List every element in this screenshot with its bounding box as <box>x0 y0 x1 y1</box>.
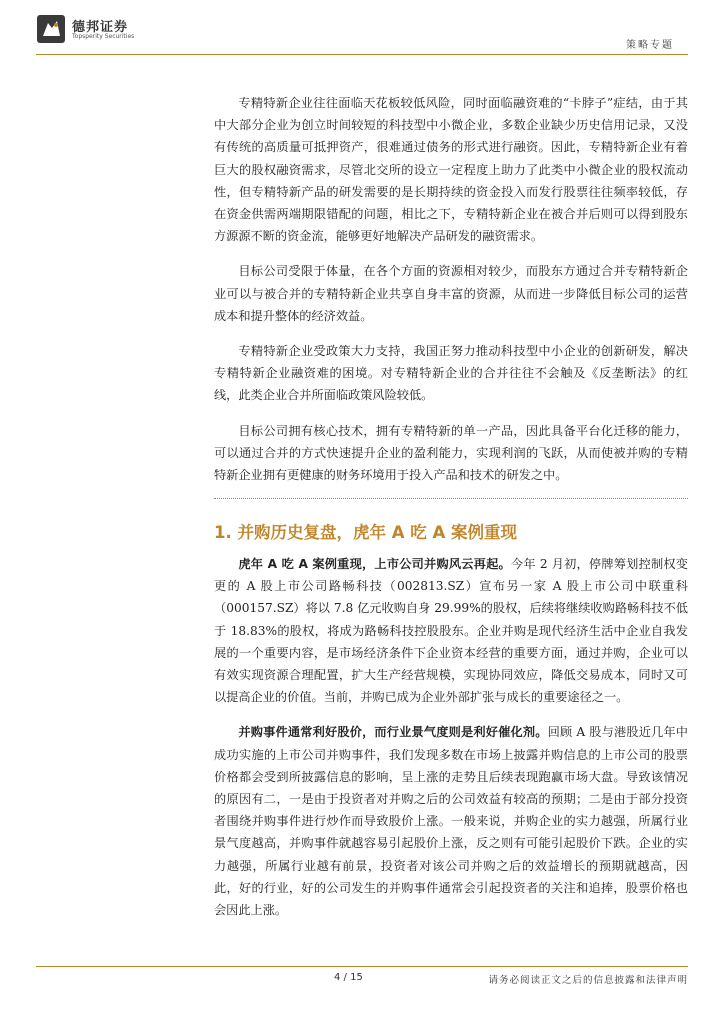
logo-name-cn: 德邦证券 <box>72 20 129 35</box>
section-divider <box>214 498 688 499</box>
page-number: 4 / 15 <box>334 972 363 983</box>
paragraph: 专精特新企业受政策大力支持，我国正努力推动科技型中小企业的创新研发，解决专精特新企业融资难的困境。对专精特新企业的合并往往不会触及《反垄断法》的红线，此类企业合并所面临政策风险较低。 <box>214 344 688 403</box>
section-heading: 1. 并购历史复盘，虎年 A 吃 A 案例重现 <box>214 523 518 542</box>
paragraph-lead: 并购事件通常利好股价，而行业景气度则是利好催化剂。 <box>238 725 548 740</box>
section-body <box>214 553 688 934</box>
paragraph-body: 今年 2 月初，停牌筹划控制权变更的 A 股上市公司路畅科技（002813.SZ）宣布另一家 A 股上市公司中联重科（000157.SZ）将以 7.8 亿元收购自身 29.99%的股权，后续将继续收购路畅科技不低于 18.83%的股权，将成为路畅科技控股股东。企业并购是现代经济生活中企业自我发展的一个重要内容，是市场经济条件下企业资本经营的重要方面，通过并购，企业可以有效实现资源合理配置，扩大生产经营规模，实现协同效应，降低交易成本，同时又可以提高企业的价值。当前，并购已成为企业外部扩张与成长的重要途径之一。 <box>214 557 688 705</box>
paragraph-lead: 虎年 A 吃 A 案例重现，上市公司并购风云再起。 <box>238 557 511 571</box>
paragraph <box>214 721 688 921</box>
section-label: 策略专题 <box>626 40 674 51</box>
paragraph <box>214 553 688 708</box>
page-header <box>36 14 688 52</box>
body-text <box>214 92 688 499</box>
paragraph: 专精特新企业往往面临天花板较低风险，同时面临融资难的“卡脖子”症结，由于其中大部分企业为创立时间较短的科技型中小微企业，多数企业缺少历史信用记录，又没有传统的高质量可抵押资产，很难通过债务的形式进行融资。因此，专精特新企业有着巨大的股权融资需求，尽管北交所的设立一定程度上助力了此类中小微企业的股权流动性，但专精特新产品的研发需要的是长期持续的资金投入而发行股票往往频率较低，存在资金供需两端期限错配的问题，相比之下，专精特新企业在被合并后则可以得到股东方源源不断的资金流，能够更好地解决产品研发的融资需求。 <box>214 96 688 244</box>
paragraph: 目标公司拥有核心技术，拥有专精特新的单一产品，因此具备平台化迁移的能力，可以通过合并的方式快速提升企业的盈利能力，实现利润的飞跃，从而使被并购的专精特新企业拥有更健康的财务环境用于投入产品和技术的研发之中。 <box>214 423 688 483</box>
paragraph-body: 回顾 A 股与港股近几年中成功实施的上市公司并购事件，我们发现多数在市场上披露并购信息的上市公司的股票价格都会受到所披露信息的影响，呈上涨的走势且后续表现跑赢市场大盘。导致该情况的原因有二，一是由于投资者对并购之后的公司效益有较高的预期；二是由于部分投资者围绕并购事件进行炒作而导致股价上涨。一般来说，并购企业的实力越强，所属行业景气度越高，并购事件就越容易引起股价上涨，反之则有可能引起股价下跌。企业的实力越强，所属行业越有前景，投资者对该公司并购之后的效益增长的预期就越高，因此，好的行业，好的公司发生的并购事件通常会引起投资者的关注和追捧，股票价格也会因此上涨。 <box>214 725 688 918</box>
company-logo-icon <box>36 14 66 44</box>
paragraph: 目标公司受限于体量，在各个方面的资源相对较少，而股东方通过合并专精特新企业可以与被合并的专精特新企业共享自身丰富的资源，从而进一步降低目标公司的运营成本和提升整体的经济效益。 <box>214 264 688 323</box>
logo-name-en: Topsperity Securities <box>72 33 135 40</box>
header-divider <box>36 54 688 55</box>
footer-divider <box>36 966 688 967</box>
disclaimer-text: 请务必阅读正文之后的信息披露和法律声明 <box>488 975 688 986</box>
